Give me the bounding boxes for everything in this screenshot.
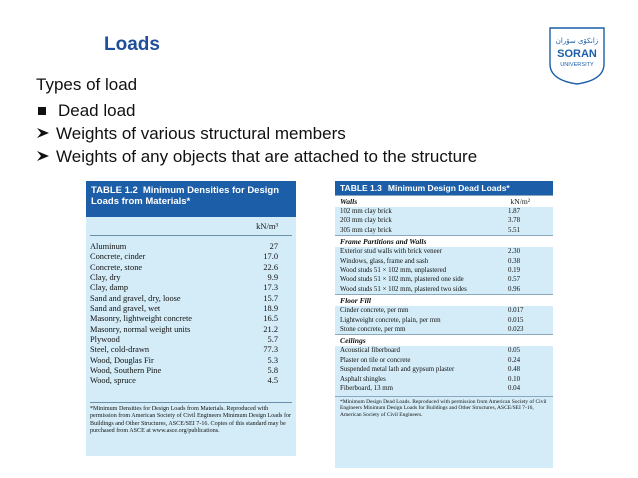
load-value: 0.38 [508, 257, 521, 265]
load-value: 0.05 [508, 347, 521, 355]
section-header [335, 294, 553, 306]
table-row [335, 285, 553, 294]
load-item-name: Stone concrete, per mm [340, 326, 406, 334]
density-value: 18.9 [263, 304, 278, 314]
section-header [335, 334, 553, 346]
material-name: Sand and gravel, dry, loose [90, 293, 181, 303]
density-value: 17.3 [263, 283, 278, 293]
table-row [90, 335, 292, 345]
load-item-name: Lightweight concrete, plain, per mm [340, 316, 441, 324]
load-value: 0.48 [508, 366, 521, 374]
table-row [90, 314, 292, 324]
load-value: 0.04 [508, 385, 521, 393]
load-item-name: Plaster on tile or concrete [340, 356, 411, 364]
load-item-name: Wood studs 51 × 102 mm, plastered two sides [340, 285, 467, 293]
table-row [335, 216, 553, 225]
material-name: Aluminum [90, 242, 127, 251]
table-min-densities [86, 181, 296, 456]
material-name: Wood, spruce [90, 376, 136, 386]
load-value: 5.51 [508, 226, 521, 234]
table-row [335, 356, 553, 365]
arrow-bullet-icon [36, 122, 54, 145]
density-value: 77.3 [263, 345, 278, 355]
table13-footnote: *Minimum Design Dead Loads. Reproduced with permission from American Society of Civil Engineers Minimum Design Loads for Buildings and Other Structures, ASCE/SEI 7-16, American Society of Civil Engineers. [335, 396, 553, 419]
table-row [335, 375, 553, 384]
section-name: Frame Partitions and Walls [340, 237, 427, 247]
table-row [90, 376, 292, 386]
load-item-name: Cinder concrete, per mm [340, 307, 409, 315]
load-value: 0.017 [508, 307, 524, 315]
svg-text:زانكۆی سۆران: زانكۆی سۆران [555, 37, 599, 45]
density-value: 16.5 [263, 314, 278, 324]
table-row [90, 345, 292, 355]
load-value: 3.78 [508, 217, 521, 225]
section-name: Walls [340, 197, 358, 206]
load-item-name: Acoustical fiberboard [340, 347, 400, 355]
density-value: 4.5 [267, 376, 278, 386]
table-row [335, 275, 553, 284]
bullet-text: Dead load [58, 101, 136, 120]
table-row [90, 242, 292, 252]
load-item-name: Windows, glass, frame and sash [340, 257, 429, 265]
load-item-name: Fiberboard, 13 mm [340, 385, 394, 393]
table12-title-line2: Loads from Materials* [91, 196, 191, 207]
table-row [90, 294, 292, 304]
table-row [90, 283, 292, 293]
table12-header [86, 181, 296, 217]
table-row [90, 304, 292, 314]
table-row [90, 273, 292, 283]
density-value: 22.6 [263, 262, 278, 272]
table-row [335, 257, 553, 266]
load-item-name: Wood studs 51 × 102 mm, unplastered [340, 267, 447, 275]
section-name: Ceilings [340, 336, 366, 346]
table12-rows [86, 236, 296, 387]
load-value: 0.015 [508, 316, 524, 324]
section-header [335, 235, 553, 247]
load-item-name: 203 mm clay brick [340, 217, 392, 225]
load-item-name: Exterior stud walls with brick veneer [340, 248, 442, 256]
load-value: 0.24 [508, 356, 521, 364]
table-row [335, 346, 553, 355]
bullet-structural-members [36, 122, 477, 145]
table-row [335, 247, 553, 256]
load-value: 0.96 [508, 285, 521, 293]
density-value: 5.8 [267, 366, 278, 376]
material-name: Masonry, normal weight units [90, 324, 191, 334]
table12-footnote: *Minimum Densities for Design Loads from Materials. Reproduced with permission from American Society of Civil Engineers Minimum Design Loads for Buildings and Other Structures, ASCE/SEI 7-16. Copies of this standard may be purchased from ASCE at www.asce.org/publications. [90, 402, 292, 436]
load-item-name: Suspended metal lath and gypsum plaster [340, 366, 455, 374]
arrow-bullet-icon [36, 145, 54, 168]
bullet-text: Weights of various structural members [56, 124, 346, 143]
square-bullet-icon [38, 107, 46, 115]
table-row [335, 266, 553, 275]
table-row [335, 306, 553, 315]
table-row [90, 252, 292, 262]
svg-text:UNIVERSITY: UNIVERSITY [560, 62, 594, 68]
material-name: Plywood [90, 335, 120, 345]
load-value: 1.87 [508, 208, 521, 215]
density-value: 5.7 [267, 335, 278, 345]
material-name: Clay, damp [90, 283, 129, 293]
load-item-name: 305 mm clay brick [340, 226, 392, 234]
table-row [90, 356, 292, 366]
bullet-dead-load [36, 99, 477, 122]
bullet-text: Weights of any objects that are attached to the structure [56, 147, 478, 166]
table12-label: TABLE 1.2 [91, 185, 138, 196]
table-row [335, 316, 553, 325]
table13-header [335, 181, 553, 195]
density-value: 5.3 [267, 355, 278, 365]
table-row [90, 325, 292, 335]
table-row [90, 263, 292, 273]
density-value: 9.9 [267, 273, 278, 283]
density-value: 17.0 [263, 252, 278, 262]
density-value: 27 [269, 242, 278, 251]
table-row [335, 365, 553, 374]
material-name: Steel, cold-drawn [90, 345, 150, 355]
logo-emblem-icon [546, 24, 608, 86]
load-bullet-list [36, 99, 477, 168]
table-row [335, 207, 553, 216]
load-value: 0.57 [508, 276, 521, 284]
load-value: 0.19 [508, 267, 521, 275]
slide-title: Loads [104, 34, 160, 55]
material-name: Wood, Douglas Fir [90, 355, 154, 365]
table13-body [335, 195, 553, 394]
density-value: 21.2 [263, 324, 278, 334]
material-name: Concrete, stone [90, 262, 143, 272]
soran-university-logo [546, 24, 608, 86]
bullet-attached-objects [36, 145, 477, 168]
table-min-dead-loads [335, 181, 553, 468]
table-row [90, 366, 292, 376]
table13-label: TABLE 1.3 [340, 183, 382, 193]
table-row [335, 384, 553, 393]
load-value: 0.10 [508, 375, 521, 383]
load-item-name: 102 mm clay brick [340, 208, 392, 215]
load-value: 2.30 [508, 248, 521, 256]
load-item-name: Wood studs 51 × 102 mm, plastered one side [340, 276, 464, 284]
table13-unit: kN/m² [510, 197, 530, 206]
table-row [335, 325, 553, 334]
table12-title-line1: Minimum Densities for Design [142, 185, 279, 196]
material-name: Sand and gravel, wet [90, 304, 161, 314]
load-value: 0.023 [508, 326, 524, 334]
section-header [335, 195, 553, 207]
section-name: Floor Fill [340, 296, 372, 306]
density-value: 15.7 [263, 293, 278, 303]
table12-unit: kN/m³ [90, 217, 292, 236]
material-name: Masonry, lightweight concrete [90, 314, 193, 324]
svg-text:SORAN: SORAN [557, 48, 597, 60]
types-of-load-label: Types of load [36, 75, 138, 94]
table13-title: Minimum Design Dead Loads* [387, 183, 510, 193]
load-item-name: Asphalt shingles [340, 375, 386, 383]
table-row [335, 226, 553, 235]
material-name: Clay, dry [90, 273, 121, 283]
material-name: Concrete, cinder [90, 252, 146, 262]
material-name: Wood, Southern Pine [90, 366, 162, 376]
